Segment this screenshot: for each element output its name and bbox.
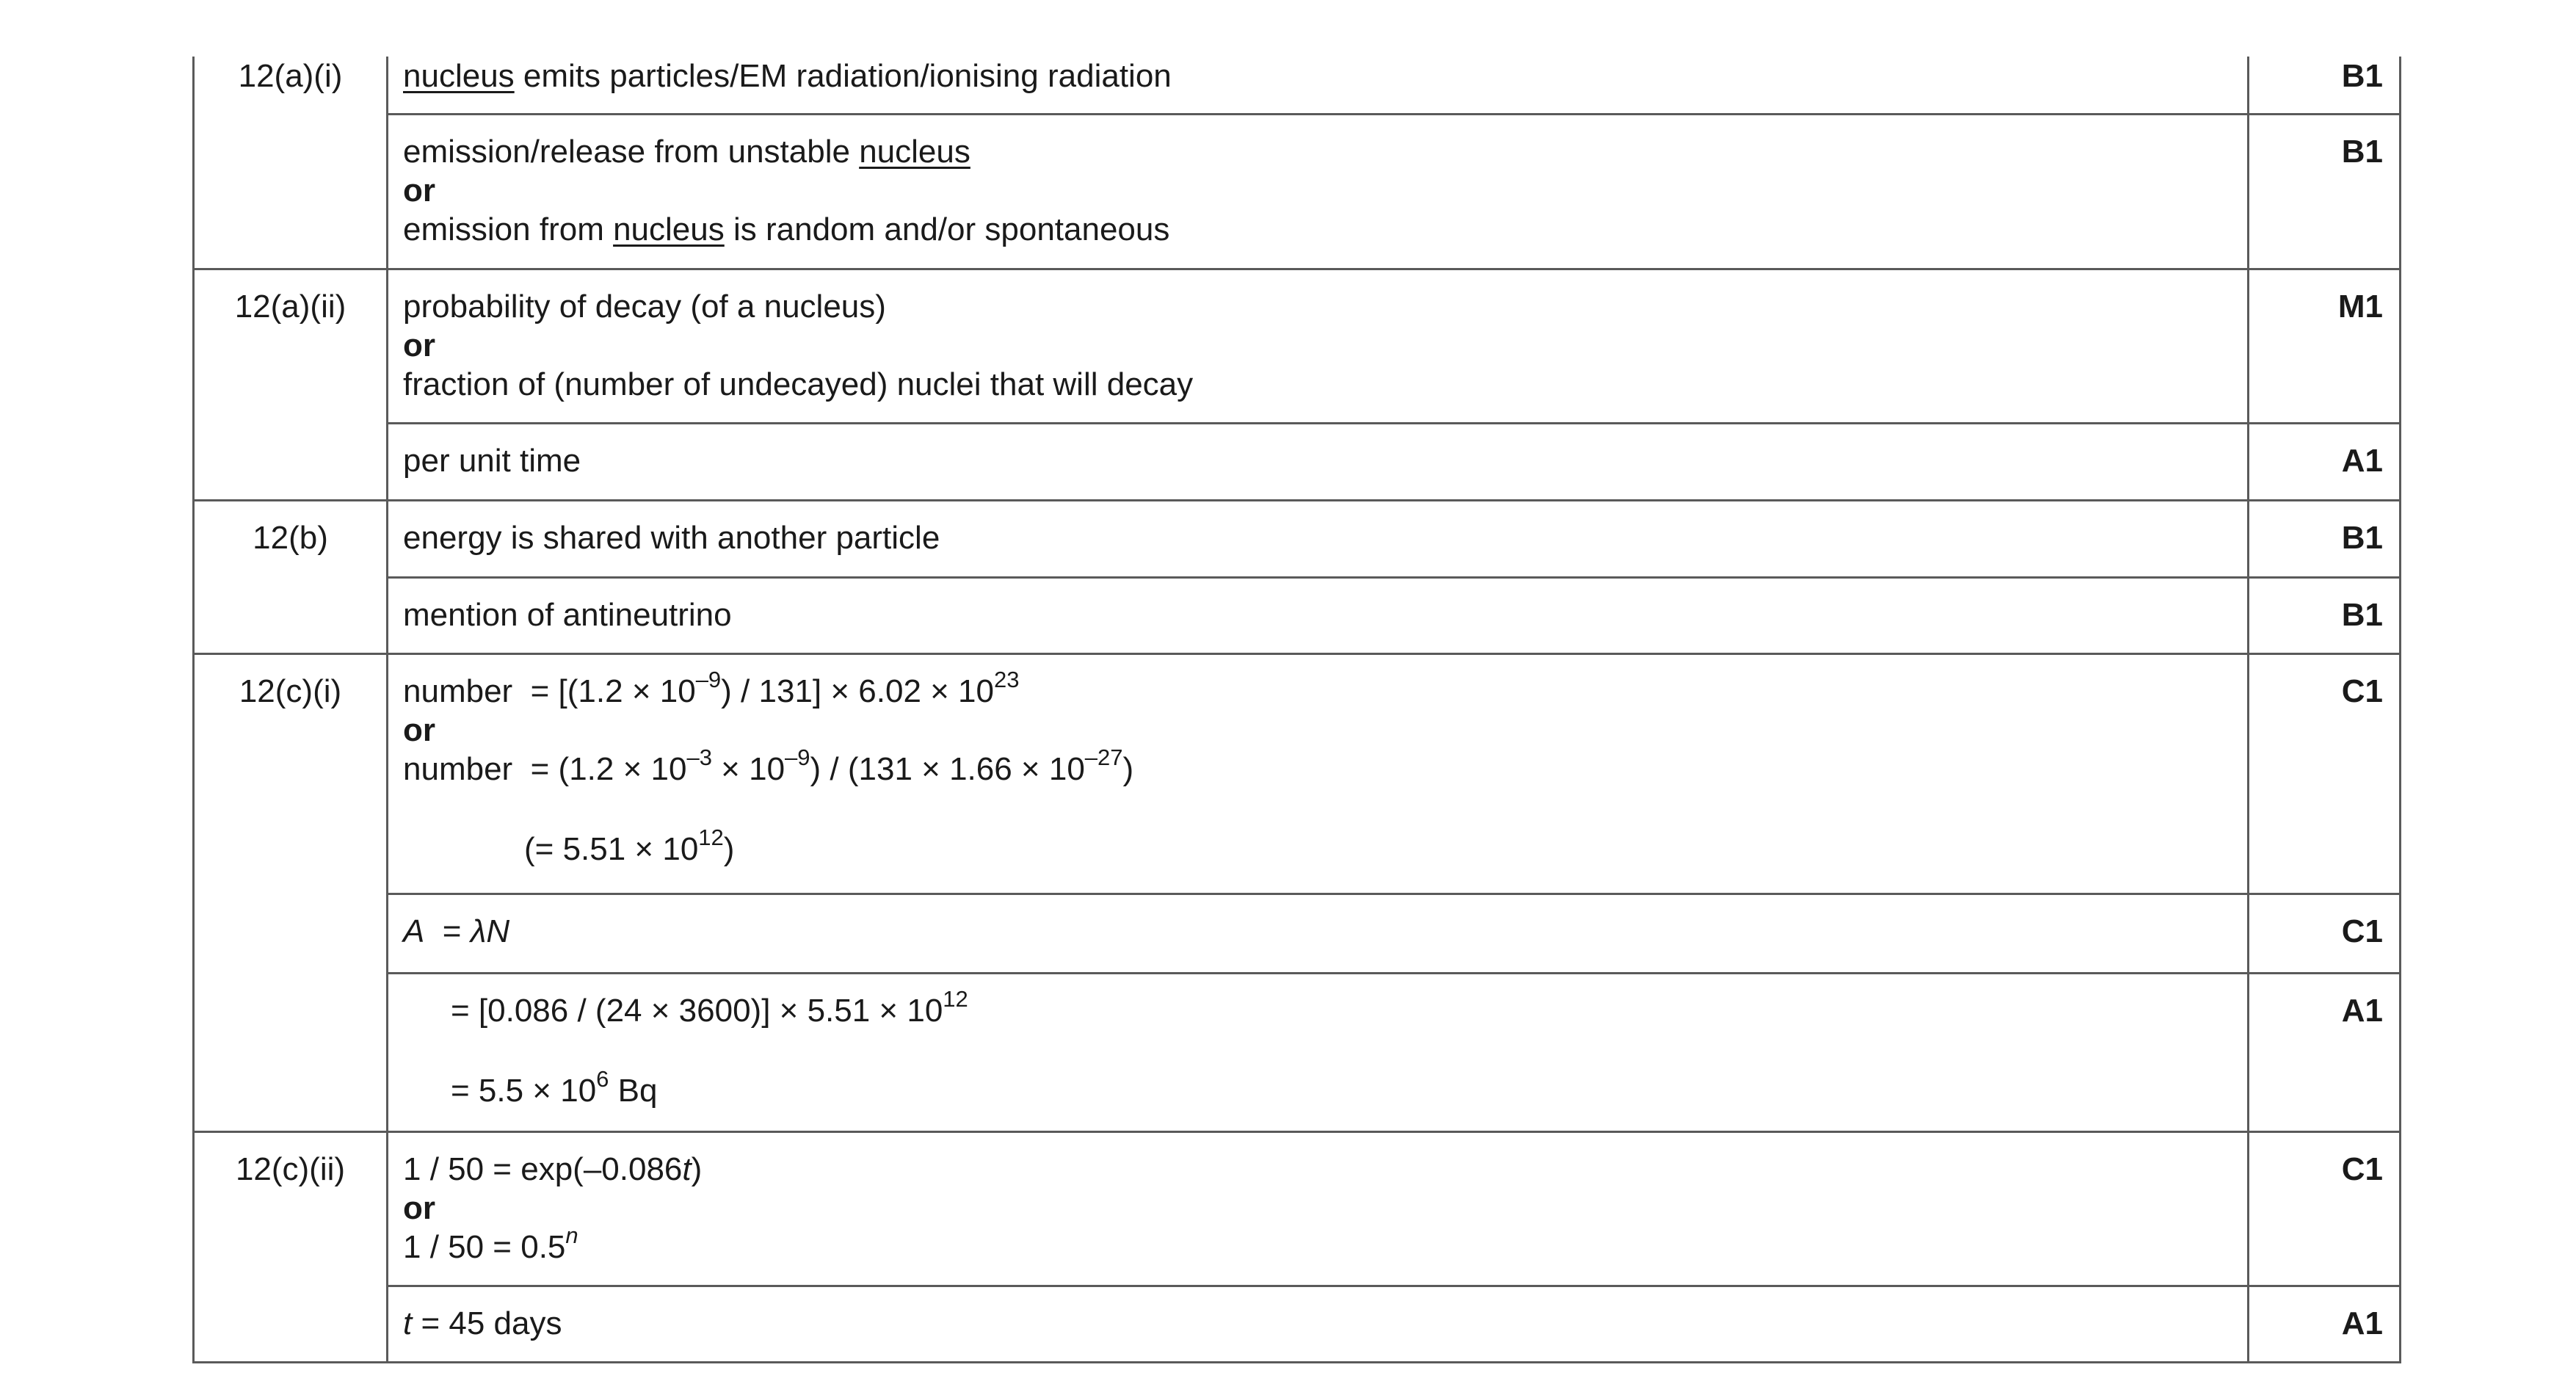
mark-cell xyxy=(2249,57,2401,115)
mark-cell xyxy=(2249,578,2401,654)
answer-line: mention of antineutrino xyxy=(403,597,732,633)
answer-line: 1 / 50 = exp(–0.086t) xyxy=(403,1151,703,1187)
answer-cell xyxy=(388,654,2249,894)
mark: B1 xyxy=(2341,520,2383,556)
question-number: 12(c)(i) xyxy=(239,673,342,709)
question-number: 12(a)(ii) xyxy=(234,289,347,325)
answer-cell xyxy=(388,1286,2249,1363)
mark: B1 xyxy=(2341,597,2383,633)
answer-line: emission from nucleus is random and/or spontaneous xyxy=(403,211,1170,247)
answer-line: (= $5.51 \times 10^{12}$) xyxy=(524,825,735,867)
mark-cell xyxy=(2249,654,2401,894)
table-row xyxy=(194,424,2401,501)
mark-cell xyxy=(2249,269,2401,424)
answer-line: emission/release from unstable nucleus xyxy=(403,134,970,170)
mark: B1 xyxy=(2341,134,2383,170)
table-row xyxy=(194,974,2401,1132)
answer-line: number = $[(1.2 \times 10^{-9}) / 131] \times 6.02 \times 10^{23}$ xyxy=(403,667,1020,709)
table-row xyxy=(194,501,2401,578)
mark: C1 xyxy=(2341,1151,2383,1187)
answer-cell xyxy=(388,974,2249,1132)
mark-cell xyxy=(2249,424,2401,501)
underlined-term: nucleus xyxy=(859,134,970,170)
answer-cell xyxy=(388,1132,2249,1286)
answer-cell xyxy=(388,501,2249,578)
underlined-term: nucleus xyxy=(613,211,725,247)
question-number-cell xyxy=(194,57,388,269)
mark-cell xyxy=(2249,894,2401,974)
question-number: 12(c)(ii) xyxy=(235,1151,346,1187)
mark-cell xyxy=(2249,1132,2401,1286)
answer-line: probability of decay (of a nucleus) xyxy=(403,289,886,325)
mark: M1 xyxy=(2337,289,2383,325)
answer-cell xyxy=(388,269,2249,424)
question-number-cell xyxy=(194,1132,388,1363)
mark-cell xyxy=(2249,974,2401,1132)
answer-cell xyxy=(388,894,2249,974)
underlined-term: nucleus xyxy=(403,58,515,94)
or-separator: or xyxy=(403,1190,435,1226)
question-number: 12(b) xyxy=(253,520,328,556)
mark: A1 xyxy=(2341,443,2383,479)
mark: C1 xyxy=(2341,913,2383,949)
or-separator: or xyxy=(403,173,435,209)
answer-cell xyxy=(388,57,2249,115)
answer-cell xyxy=(388,115,2249,269)
mark: C1 xyxy=(2341,673,2383,709)
answer-line: = $5.5 \times 10^6$ Bq xyxy=(451,1066,658,1109)
answer-line: t = 45 days xyxy=(403,1305,562,1341)
answer-line: = $[0.086 / (24 \times 3600)] \times 5.51 \times 10^{12}$ xyxy=(451,986,968,1029)
mark-cell xyxy=(2249,115,2401,269)
answer-line: $1 / 50 = 0.5^n$ xyxy=(403,1222,578,1265)
answer-line: per unit time xyxy=(403,443,581,479)
question-number: 12(a)(i) xyxy=(238,58,343,94)
table-row xyxy=(194,1286,2401,1363)
answer-line: A = λN xyxy=(403,913,510,949)
answer-line: number = $(1.2 \times 10^{-3} \times 10^{-9}) / (131 \times 1.66 \times 10^{-27})$ xyxy=(403,744,1134,787)
table-row xyxy=(194,1132,2401,1286)
mark-cell xyxy=(2249,1286,2401,1363)
question-number-cell xyxy=(194,654,388,1132)
table-row xyxy=(194,269,2401,424)
mark: B1 xyxy=(2341,58,2383,94)
answer-line: fraction of (number of undecayed) nuclei that will decay xyxy=(403,366,1194,402)
or-separator: or xyxy=(403,327,435,363)
question-number-cell xyxy=(194,269,388,501)
mark: A1 xyxy=(2341,1305,2383,1341)
mark: A1 xyxy=(2341,993,2383,1029)
answer-line: energy is shared with another particle xyxy=(403,520,940,556)
mark-cell xyxy=(2249,501,2401,578)
table-row xyxy=(194,654,2401,894)
table-row xyxy=(194,578,2401,654)
or-separator: or xyxy=(403,712,435,748)
answer-cell xyxy=(388,424,2249,501)
answer-line: nucleus emits particles/EM radiation/ionising radiation xyxy=(403,58,1172,94)
mark-scheme-table xyxy=(192,57,2401,1363)
answer-cell xyxy=(388,578,2249,654)
table-row xyxy=(194,115,2401,269)
table-row xyxy=(194,57,2401,115)
table-row xyxy=(194,894,2401,974)
question-number-cell xyxy=(194,501,388,654)
